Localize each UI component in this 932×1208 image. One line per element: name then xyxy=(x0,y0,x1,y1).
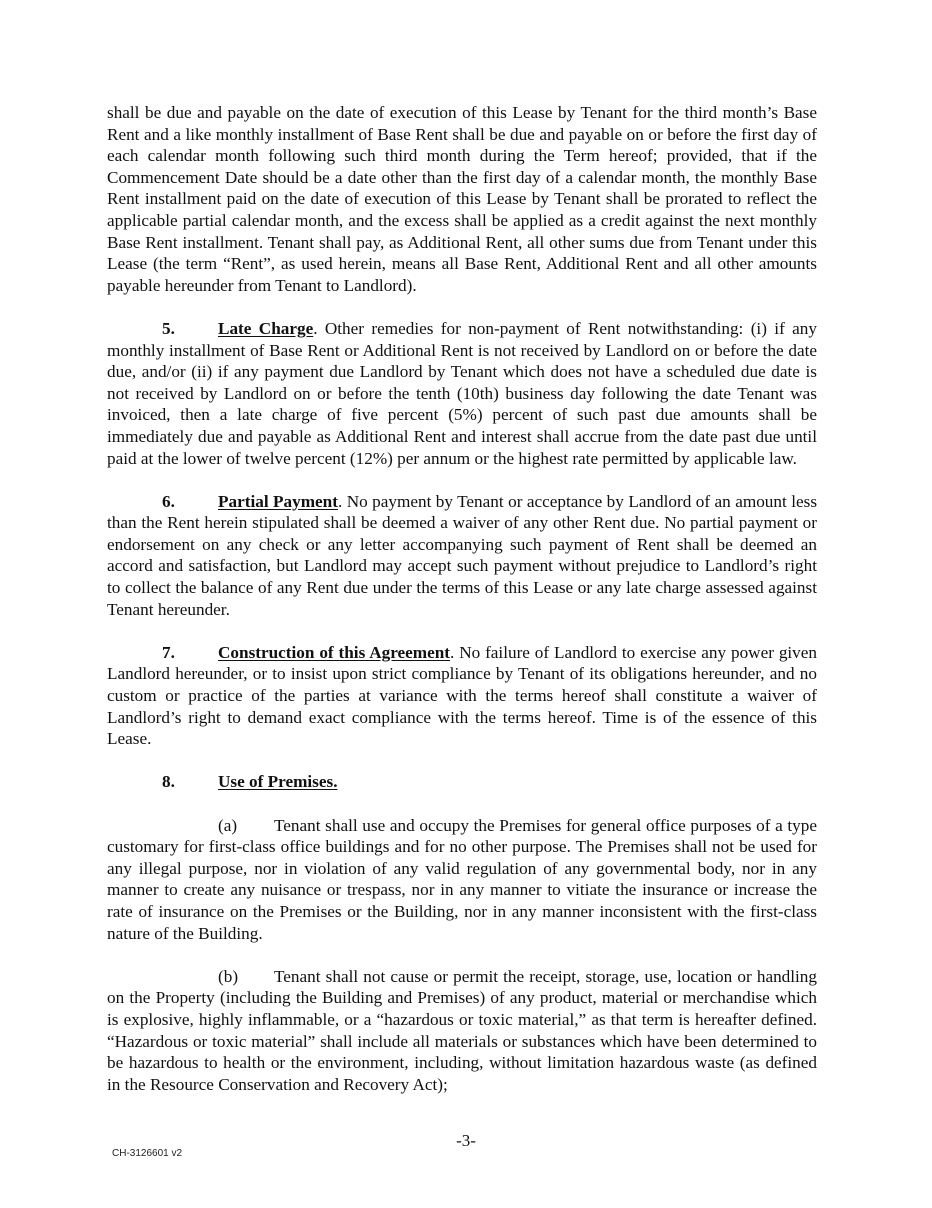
section-number: 7. xyxy=(162,642,175,662)
subsection-body: Tenant shall use and occupy the Premises for general office purposes of a type customary for first-class office buildings and for no other purpose. The Premises shall not be used for any illegal purpose, nor in violation of any valid regulation of any governmental body, nor in any manner to create any nuisance or trespass, nor in any manner to vitiate the insurance or increase the rate of insurance on the Premises or the Building, nor in any manner inconsistent with the first-class nature of the Building. xyxy=(107,815,817,943)
section-title-punct: . xyxy=(337,491,343,511)
section-body: Other remedies for non-payment of Rent notwithstanding: (i) if any monthly installment of Base Rent or Additional Rent is not received by Landlord on or before the date due, and/or (ii) if any payment due Landlord by Tenant which does not have a scheduled due date is not received by Landlord on or before the tenth (10th) business day following the date Tenant was invoiced, then a late charge of five percent (5%) percent of such past due amounts shall be immediately due and payable as Additional Rent and interest shall accrue from the date past due until paid at the lower of twelve percent (12%) per annum or the highest rate permitted by applicable law. xyxy=(107,318,817,468)
section-title xyxy=(218,772,337,791)
document-id: CH-3126601 v2 xyxy=(112,1148,183,1159)
section-body: No payment by Tenant or acceptance by Landlord of an amount less than the Rent herein stipulated shall be deemed a waiver of any other Rent due. No partial payment or endorsement on any check or any letter accompanying such payment of Rent shall be deemed an accord and satisfaction, but Landlord may accept such payment without prejudice to Landlord’s right to collect the balance of any Rent due under the terms of this Lease or any late charge assessed against Tenant hereunder. xyxy=(107,491,818,619)
section-title: Late Charge xyxy=(218,318,314,338)
section-number: 5. xyxy=(162,318,175,338)
section-title-punct: . xyxy=(313,318,318,338)
section-7-construction xyxy=(107,642,817,750)
section-title: Construction of this Agreement xyxy=(218,642,451,662)
subsection-8b xyxy=(107,966,817,1096)
subsection-label: (b) xyxy=(218,966,239,986)
section-number: 8. xyxy=(162,772,175,792)
subsection-body: Tenant shall not cause or permit the receipt, storage, use, location or handling on the Property (including the Building and Premises) of any product, material or merchandise which is explosive, highly inflammable, or a “hazardous or toxic material,” as that term is hereafter defined. “Hazardous or toxic material” shall include all materials or substances which have been determined to be hazardous to health or the environment, including, without limitation hazardous waste (as defined in the Resource Conservation and Recovery Act); xyxy=(107,966,817,1094)
section-6-partial-payment xyxy=(107,491,817,621)
section-5-late-charge xyxy=(107,318,817,469)
section-title-punct: . xyxy=(333,772,338,792)
intro-paragraph: shall be due and payable on the date of execution of this Lease by Tenant for the third month’s Base Rent and a like monthly installment of Base Rent shall be due and payable on or before the first day of each calendar month following such third month during the Term hereof; provided, that if the Commencement Date should be a date other than the first day of a calendar month, the monthly Base Rent installment paid on the date of execution of this Lease by Tenant shall be prorated to reflect the applicable partial calendar month, and the excess shall be applied as a credit against the next monthly Base Rent installment. Tenant shall pay, as Additional Rent, all other sums due from Tenant under this Lease (the term “Rent”, as used herein, means all Base Rent, Additional Rent and all other amounts payable hereunder from Tenant to Landlord). xyxy=(107,103,817,295)
section-title-punct: . xyxy=(450,642,455,662)
section-8-use-of-premises-heading xyxy=(107,771,817,793)
section-body: No failure of Landlord to exercise any power given Landlord hereunder, or to insist upon strict compliance by Tenant of its obligations hereunder, and no custom or practice of the parties at variance with the terms hereof shall constitute a waiver of Landlord’s right to demand exact compliance with the terms hereof. Time is of the essence of this Lease. xyxy=(107,642,818,749)
section-number: 6. xyxy=(162,491,175,511)
section-title-text: Use of Premises xyxy=(218,772,334,792)
subsection-8a xyxy=(107,815,817,945)
section-title: Partial Payment xyxy=(218,491,338,511)
document-page xyxy=(107,102,817,1117)
page-number: -3- xyxy=(456,1131,476,1150)
subsection-label: (a) xyxy=(218,815,238,835)
